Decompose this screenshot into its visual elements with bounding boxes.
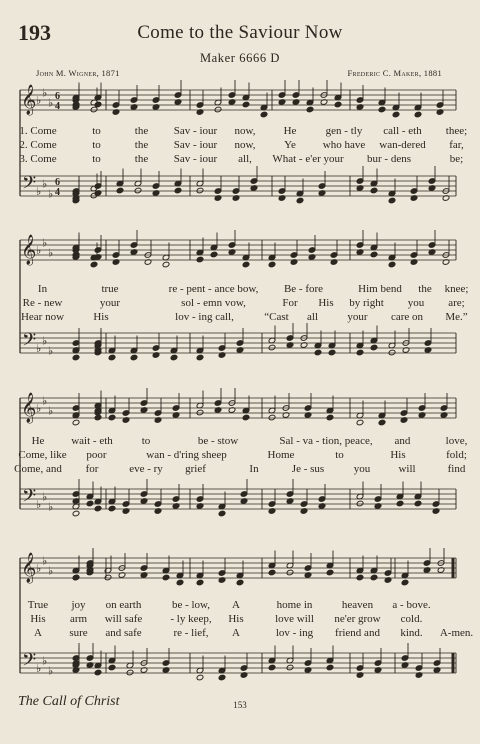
lyric-word: His <box>228 613 244 625</box>
lyric-word: your <box>347 311 368 323</box>
flat-sign: ♭ <box>48 344 54 358</box>
bass-clef-icon: 𝄢 <box>22 486 37 511</box>
lyric-word: friend and <box>335 627 380 639</box>
lyric-word: 2. Come <box>19 139 57 151</box>
note-head <box>356 574 364 581</box>
treble-clef-icon: 𝄞 <box>21 553 37 583</box>
note-head <box>108 354 116 361</box>
lyric-word: He <box>31 435 45 447</box>
verse-line <box>20 153 470 166</box>
note-head <box>108 414 116 421</box>
lyric-word: true <box>101 283 119 295</box>
lyric-word: Sav - iour <box>173 153 218 165</box>
note-head <box>196 187 204 194</box>
note-head <box>86 500 94 507</box>
flat-sign: ♭ <box>36 342 42 355</box>
flat-sign: ♭ <box>42 236 48 250</box>
tune-name: Maker 6666 D <box>199 51 281 65</box>
lyric-word: sure <box>69 627 88 639</box>
flat-sign: ♭ <box>42 490 48 504</box>
note-head <box>94 669 102 676</box>
lyric-word: wait - eth <box>71 435 113 447</box>
note-head <box>108 664 116 671</box>
time-signature: 6 <box>55 177 60 188</box>
note-head <box>328 349 336 356</box>
lyric-word: will safe <box>104 613 143 625</box>
section-title: The Call of Christ <box>18 694 120 709</box>
lyric-word: joy <box>71 599 86 611</box>
note-head <box>196 579 204 586</box>
bass-clef-icon: 𝄢 <box>22 330 37 355</box>
lyric-word: For <box>282 297 298 309</box>
lyric-word: are; <box>448 297 465 309</box>
note-head <box>196 674 204 681</box>
note-head <box>378 106 386 113</box>
lyric-word: love, <box>445 435 468 447</box>
flat-sign: ♭ <box>48 564 54 578</box>
lyric-word: 1. Come <box>19 125 57 137</box>
verse-line <box>20 435 470 448</box>
bass-staff <box>20 643 456 681</box>
lyric-word: Sal - va - tion, peace, <box>279 435 373 447</box>
note-head <box>414 500 422 507</box>
lyric-word: find <box>447 463 466 475</box>
lyric-word: grief <box>185 463 206 475</box>
note-head <box>396 500 404 507</box>
note-head <box>242 261 250 268</box>
note-head <box>116 187 124 194</box>
lyric-word: lov - ing call, <box>175 311 234 323</box>
lyric-word: to <box>335 449 344 461</box>
verse-line <box>20 627 474 640</box>
verse-line <box>20 297 470 310</box>
flat-sign: ♭ <box>42 654 48 668</box>
author-credit: John M. Wigner, 1871 <box>36 68 120 78</box>
note-head <box>268 261 276 268</box>
flat-sign: ♭ <box>42 177 48 191</box>
treble-clef-icon: 𝄞 <box>21 85 37 115</box>
lyric-word: eve - ry <box>129 463 163 475</box>
lyric-word: bur - dens <box>367 153 411 165</box>
lyric-word: home in <box>276 599 313 611</box>
lyric-word: A-men. <box>439 627 474 639</box>
lyric-word: In <box>249 463 259 475</box>
lyric-word: Him bend <box>358 283 402 295</box>
note-head <box>218 510 226 517</box>
note-head <box>370 187 378 194</box>
lyric-word: the <box>418 283 432 295</box>
note-head <box>268 664 276 671</box>
lyric-word: you <box>353 463 371 475</box>
note-head <box>388 349 396 356</box>
flat-sign: ♭ <box>36 94 42 107</box>
lyric-word: He <box>283 125 297 137</box>
flat-sign: ♭ <box>36 402 42 415</box>
note-head <box>90 192 98 199</box>
flat-sign: ♭ <box>48 246 54 260</box>
lyric-word: A <box>34 627 42 639</box>
lyric-word: to <box>92 125 101 137</box>
flat-sign: ♭ <box>48 500 54 514</box>
note-head <box>90 106 98 113</box>
lyric-word: His <box>93 311 109 323</box>
lyric-word: for <box>85 463 99 475</box>
note-head <box>370 251 378 258</box>
note-head <box>286 569 294 576</box>
note-head <box>90 261 98 268</box>
flat-sign: ♭ <box>36 498 42 511</box>
note-head <box>196 354 204 361</box>
note-head <box>72 419 80 426</box>
lyric-word: His <box>318 297 334 309</box>
note-head <box>286 664 294 671</box>
lyric-word: and <box>394 435 411 447</box>
time-signature: 6 <box>55 91 60 102</box>
flat-sign: ♭ <box>48 664 54 678</box>
flat-sign: ♭ <box>48 404 54 418</box>
note-head <box>242 414 250 421</box>
lyric-word: What - e'er your <box>272 153 344 165</box>
lyric-word: by right <box>349 297 384 309</box>
treble-staff <box>20 548 456 586</box>
note-head <box>378 419 386 426</box>
lyric-word: you <box>407 297 425 309</box>
lyric-word: on earth <box>105 599 142 611</box>
bass-clef-icon: 𝄢 <box>22 173 37 198</box>
page-number: 153 <box>233 700 247 710</box>
lyric-word: the <box>134 139 149 151</box>
note-head <box>242 101 250 108</box>
note-head <box>170 354 178 361</box>
flat-sign: ♭ <box>42 554 48 568</box>
lyric-word: - ly keep, <box>170 613 212 625</box>
lyric-word: all <box>307 311 318 323</box>
lyric-word: your <box>99 297 121 309</box>
note-head <box>134 187 142 194</box>
lyric-word: be - low, <box>171 599 211 611</box>
note-head <box>72 510 80 517</box>
lyric-word: now, <box>234 139 256 151</box>
lyric-word: lov - ing <box>275 627 314 639</box>
note-head <box>130 354 138 361</box>
verse-line <box>20 283 470 296</box>
note-head <box>214 106 222 113</box>
flat-sign: ♭ <box>42 334 48 348</box>
note-head <box>326 414 334 421</box>
lyric-word: Re - new <box>22 297 63 309</box>
bass-staff <box>20 479 456 517</box>
lyric-word: “Cast <box>264 311 289 323</box>
note-head <box>326 664 334 671</box>
note-head <box>370 574 378 581</box>
lyric-word: poor <box>86 449 107 461</box>
lyric-word: A <box>232 599 240 611</box>
verse-line <box>20 613 470 626</box>
lyric-word: love will <box>275 613 314 625</box>
hymn-number: 193 <box>18 20 51 45</box>
note-head <box>126 669 134 676</box>
note-head <box>268 569 276 576</box>
lyric-word: re - lief, <box>173 627 209 639</box>
note-head <box>210 251 218 258</box>
note-head <box>236 579 244 586</box>
lyric-word: Come, like <box>18 449 67 461</box>
lyric-word: gen - tly <box>325 125 363 137</box>
lyric-word: ne'er grow <box>334 613 381 625</box>
note-head <box>401 579 409 586</box>
verse-line <box>14 463 470 476</box>
note-head <box>108 505 116 512</box>
lyric-word: knee; <box>444 283 469 295</box>
lyric-word: Sav - iour <box>173 125 218 137</box>
note-head <box>314 349 322 356</box>
note-head <box>334 101 342 108</box>
note-head <box>162 261 170 268</box>
lyric-word: Je - sus <box>291 463 325 475</box>
treble-staff <box>20 388 456 426</box>
lyric-word: 3. Come <box>19 153 57 165</box>
bass-staff <box>20 166 456 204</box>
bass-clef-icon: 𝄢 <box>22 650 37 675</box>
lyric-word: to <box>92 139 101 151</box>
lyric-word: sol - emn vow, <box>181 297 246 309</box>
note-head <box>296 197 304 204</box>
lyric-word: His <box>390 449 406 461</box>
lyric-word: the <box>134 125 149 137</box>
note-head <box>268 344 276 351</box>
treble-staff <box>20 230 456 268</box>
time-signature: 4 <box>55 187 60 198</box>
bass-staff <box>20 323 456 361</box>
note-head <box>356 419 364 426</box>
note-head <box>356 349 364 356</box>
time-signature: 4 <box>55 101 60 112</box>
lyric-word: cold. <box>400 613 423 625</box>
flat-sign: ♭ <box>36 662 42 675</box>
flat-sign: ♭ <box>42 394 48 408</box>
lyric-word: call - eth <box>383 125 422 137</box>
lyric-word: kind. <box>400 627 423 639</box>
lyric-word: a - bove. <box>392 599 431 611</box>
note-head <box>370 344 378 351</box>
verse-line <box>20 599 470 612</box>
lyric-word: thee; <box>445 125 468 137</box>
lyric-word: arm <box>69 613 88 625</box>
lyric-word: His <box>30 613 46 625</box>
lyric-word: In <box>37 283 48 295</box>
lyric-word: Come, and <box>14 463 62 475</box>
lyric-word: to <box>141 435 151 447</box>
note-head <box>162 574 170 581</box>
lyric-word: fold; <box>446 449 467 461</box>
note-head <box>326 569 334 576</box>
note-head <box>72 354 80 361</box>
flat-sign: ♭ <box>42 86 48 100</box>
treble-clef-icon: 𝄞 <box>21 393 37 423</box>
flat-sign: ♭ <box>36 244 42 257</box>
lyric-word: Be - fore <box>283 283 324 295</box>
verse-line <box>20 311 470 324</box>
verse-line <box>20 449 470 462</box>
lyric-word: A <box>232 627 240 639</box>
lyric-word: far, <box>449 139 464 151</box>
flat-sign: ♭ <box>48 187 54 201</box>
note-head <box>196 256 204 263</box>
lyric-word: Home <box>267 449 295 461</box>
note-head <box>356 500 364 507</box>
note-head <box>72 574 80 581</box>
lyric-word: the <box>134 153 149 165</box>
note-head <box>392 111 400 118</box>
note-head <box>176 579 184 586</box>
flat-sign: ♭ <box>48 96 54 110</box>
hymn-title: Come to the Saviour Now <box>137 22 343 43</box>
note-head <box>388 261 396 268</box>
lyric-word: Me.” <box>445 311 468 323</box>
lyric-word: care on <box>390 311 424 323</box>
note-head <box>260 111 268 118</box>
lyric-word: Hear now <box>20 311 65 323</box>
note-head <box>104 574 112 581</box>
lyric-word: who have <box>322 139 366 151</box>
lyric-word: re - pent - ance bow, <box>168 283 259 295</box>
verse-line <box>20 139 470 152</box>
lyric-word: wan - d'ring sheep <box>146 449 227 461</box>
flat-sign: ♭ <box>36 185 42 198</box>
lyric-word: Ye <box>284 139 296 151</box>
lyric-word: now, <box>234 125 256 137</box>
lyric-word: be; <box>449 153 464 165</box>
lyric-word: Sav - iour <box>173 139 218 151</box>
note-head <box>414 111 422 118</box>
note-head <box>388 197 396 204</box>
note-head <box>268 414 276 421</box>
note-head <box>94 505 102 512</box>
flat-sign: ♭ <box>36 562 42 575</box>
lyric-word: heaven <box>341 599 374 611</box>
lyric-word: and safe <box>105 627 142 639</box>
treble-clef-icon: 𝄞 <box>21 235 37 265</box>
composer-credit: Frederic C. Maker, 1881 <box>347 68 442 78</box>
verse-line <box>20 125 470 138</box>
lyric-word: will <box>398 463 416 475</box>
note-head <box>174 187 182 194</box>
treble-staff <box>20 80 456 118</box>
lyric-word: wan-dered <box>379 139 426 151</box>
lyric-word: True <box>27 599 49 611</box>
note-head <box>306 106 314 113</box>
lyric-word: be - stow <box>197 435 239 447</box>
note-head <box>196 409 204 416</box>
lyric-word: to <box>92 153 101 165</box>
lyric-word: all, <box>238 153 252 165</box>
note-head <box>218 674 226 681</box>
